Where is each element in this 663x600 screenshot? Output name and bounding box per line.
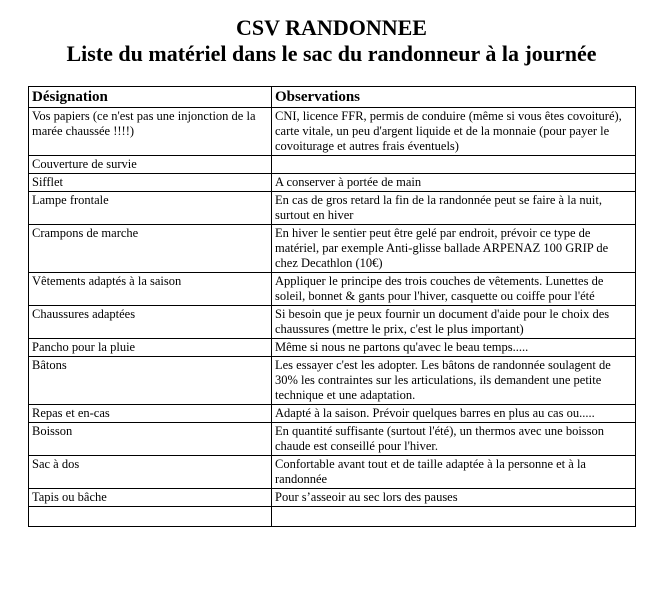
column-header-designation: Désignation <box>29 87 272 108</box>
observation-cell <box>272 156 636 174</box>
table-row <box>29 405 636 423</box>
observation-cell: Les essayer c'est les adopter. Les bâtons de randonnée soulagent de 30% les contraintes sur les articulations, ils demandent une petite technique et une adaptation. <box>272 357 636 405</box>
observation-cell: A conserver à portée de main <box>272 174 636 192</box>
document-title: CSV RANDONNEE <box>236 15 427 40</box>
observation-cell: Appliquer le principe des trois couches de vêtements. Lunettes de soleil, bonnet & gants pour l'hiver, casquette ou coiffe pour l'été <box>272 273 636 306</box>
designation-cell: Repas et en-cas <box>29 405 272 423</box>
designation-cell: Chaussures adaptées <box>29 306 272 339</box>
observation-cell: En hiver le sentier peut être gelé par endroit, prévoir ce type de matériel, par exemple Anti-glisse ballade ARPENAZ 100 GRIP de chez Decathlon (10€) <box>272 225 636 273</box>
table-row <box>29 192 636 225</box>
table-row <box>29 306 636 339</box>
designation-cell: Bâtons <box>29 357 272 405</box>
column-header-observations: Observations <box>272 87 636 108</box>
observation-cell: En quantité suffisante (surtout l'été), un thermos avec une boisson chaude est conseillé pour l'hiver. <box>272 423 636 456</box>
designation-cell: Sac à dos <box>29 456 272 489</box>
designation-cell <box>29 507 272 527</box>
document-subtitle: Liste du matériel dans le sac du randonneur à la journée <box>66 41 597 66</box>
table-row <box>29 489 636 507</box>
table-row <box>29 423 636 456</box>
table-header-row <box>29 87 636 108</box>
observation-cell: CNI, licence FFR, permis de conduire (même si vous êtes covoituré), carte vitale, un peu d'argent liquide et de la monnaie (pour payer le covoiturage et autres frais éventuels) <box>272 108 636 156</box>
observation-cell: Même si nous ne partons qu'avec le beau temps..... <box>272 339 636 357</box>
table-row <box>29 357 636 405</box>
designation-cell: Crampons de marche <box>29 225 272 273</box>
table-row <box>29 339 636 357</box>
table-row <box>29 273 636 306</box>
designation-cell: Lampe frontale <box>29 192 272 225</box>
designation-cell: Pancho pour la pluie <box>29 339 272 357</box>
designation-cell: Boisson <box>29 423 272 456</box>
designation-cell: Sifflet <box>29 174 272 192</box>
table-row <box>29 456 636 489</box>
observation-cell: Confortable avant tout et de taille adaptée à la personne et à la randonnée <box>272 456 636 489</box>
designation-cell: Vêtements adaptés à la saison <box>29 273 272 306</box>
designation-cell: Tapis ou bâche <box>29 489 272 507</box>
observation-cell: Pour s’asseoir au sec lors des pauses <box>272 489 636 507</box>
equipment-table <box>28 86 636 527</box>
designation-cell: Vos papiers (ce n'est pas une injonction de la marée chaussée !!!!) <box>29 108 272 156</box>
table-row <box>29 174 636 192</box>
table-row <box>29 225 636 273</box>
observation-cell <box>272 507 636 527</box>
table-row-empty <box>29 507 636 527</box>
designation-cell: Couverture de survie <box>29 156 272 174</box>
table-row <box>29 108 636 156</box>
table-row <box>29 156 636 174</box>
observation-cell: En cas de gros retard la fin de la randonnée peut se faire à la nuit, surtout en hiver <box>272 192 636 225</box>
observation-cell: Si besoin que je peux fournir un document d'aide pour le choix des chaussures (mettre le prix, c'est le plus important) <box>272 306 636 339</box>
observation-cell: Adapté à la saison. Prévoir quelques barres en plus au cas ou..... <box>272 405 636 423</box>
